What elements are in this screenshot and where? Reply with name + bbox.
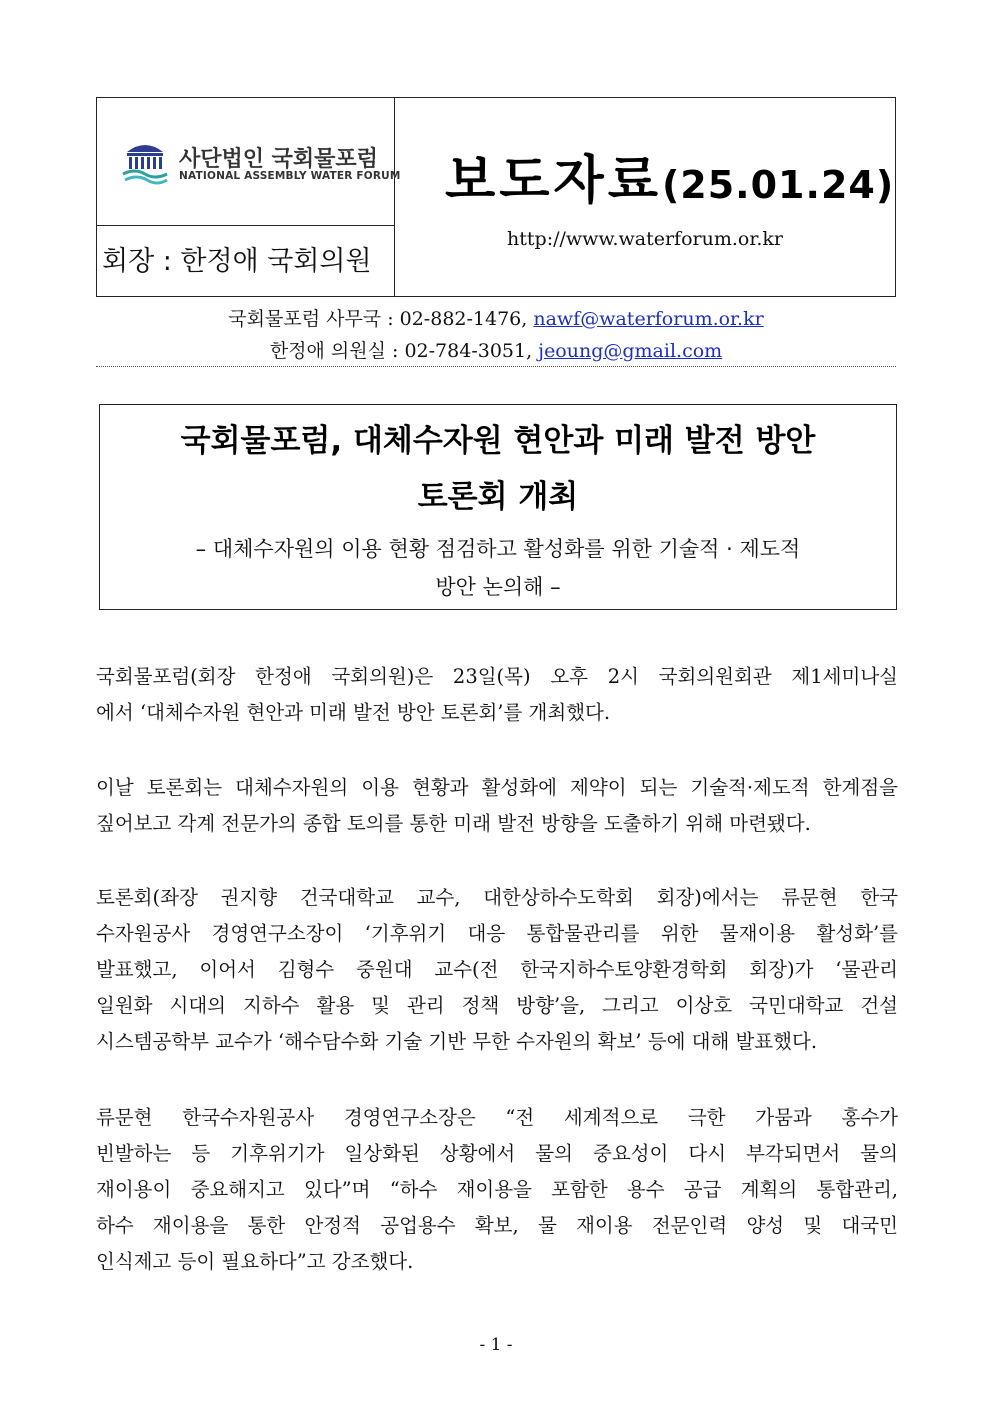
contact-office	[96, 336, 896, 363]
paragraph-2	[96, 770, 898, 842]
paragraph-line: 시스템공학부 교수가 ‘해수담수화 기술 기반 무한 수자원의 확보’ 등에 대해 발표했다.	[96, 1030, 818, 1053]
assembly-logo-icon	[119, 134, 171, 190]
paragraph-1	[96, 659, 898, 731]
paragraph-line: 하수 재이용을 통한 안정적 공업용수 확보, 물 재이용 전문인력 양성 및 대국민	[96, 1214, 898, 1237]
paragraph-line: 수자원공사 경영연구소장이 ‘기후위기 대응 통합물관리를 위한 물재이용 활성화’를	[96, 922, 898, 945]
contact-office-email[interactable]: jeoung@gmail.com	[538, 340, 723, 362]
org-name-en: NATIONAL ASSEMBLY WATER FORUM	[179, 170, 401, 182]
paragraph-line: 에서 ‘대체수자원 현안과 미래 발전 방안 토론회’를 개최했다.	[96, 701, 611, 724]
contact-secretariat-label: 국회물포럼 사무국 : 02-882-1476,	[228, 308, 534, 330]
page-number: - 1 -	[479, 1335, 513, 1355]
headline-box	[99, 404, 897, 610]
contact-secretariat	[96, 304, 896, 331]
divider	[96, 366, 896, 367]
chair-label: 회장 : 한정애 국회의원	[97, 226, 395, 297]
header-table	[96, 97, 896, 297]
paragraph-line: 발표했고, 이어서 김형수 중원대 교수(전 한국지하수토양환경학회 회장)가 ‘물관리	[96, 958, 898, 981]
website-url[interactable]: http://www.waterforum.or.kr	[507, 228, 783, 250]
title-cell	[395, 98, 895, 297]
paragraph-line: 짚어보고 각계 전문가의 종합 토의를 통한 미래 발전 방향을 도출하기 위해 마련됐다.	[96, 812, 811, 835]
paragraph-line: 류문현 한국수자원공사 경영연구소장은 “전 세계적으로 극한 가뭄과 홍수가	[96, 1106, 898, 1129]
paragraph-3	[96, 880, 898, 1060]
headline-line2: 토론회 개최	[417, 479, 579, 515]
contact-secretariat-email[interactable]: nawf@waterforum.or.kr	[533, 308, 764, 330]
press-date: (25.01.24)	[661, 163, 895, 207]
paragraph-4	[96, 1100, 898, 1280]
press-title	[445, 138, 894, 213]
paragraph-line: 일원화 시대의 지하수 활용 및 관리 정책 방향’을, 그리고 이상호 국민대학교 건설	[96, 994, 898, 1017]
subheadline-line1: – 대체수자원의 이용 현황 점검하고 활성화를 위한 기술적 · 제도적	[195, 537, 801, 561]
logo-cell	[97, 98, 401, 226]
paragraph-line: 이날 토론회는 대체수자원의 이용 현황과 활성화에 제약이 되는 기술적·제도적 한계점을	[96, 776, 898, 799]
org-name-ko: 사단법인 국회물포럼	[179, 147, 378, 172]
press-title-text: 보도자료	[445, 151, 662, 211]
paragraph-line: 국회물포럼(회장 한정애 국회의원)은 23일(목) 오후 2시 국회의원회관 제1세미나실	[96, 665, 898, 688]
headline-line1: 국회물포럼, 대체수자원 현안과 미래 발전 방안	[180, 423, 816, 459]
paragraph-line: 재이용이 중요해지고 있다”며 “하수 재이용을 포함한 용수 공급 계획의 통합관리,	[96, 1178, 898, 1201]
contact-office-label: 한정애 의원실 : 02-784-3051,	[269, 340, 539, 362]
subheadline-line2: 방안 논의해 –	[435, 575, 561, 599]
paragraph-line: 빈발하는 등 기후위기가 일상화된 상황에서 물의 중요성이 다시 부각되면서 물의	[96, 1142, 898, 1165]
paragraph-line: 토론회(좌장 권지향 건국대학교 교수, 대한상하수도학회 회장)에서는 류문현 한국	[96, 886, 898, 909]
paragraph-line: 인식제고 등이 필요하다”고 강조했다.	[96, 1250, 414, 1273]
